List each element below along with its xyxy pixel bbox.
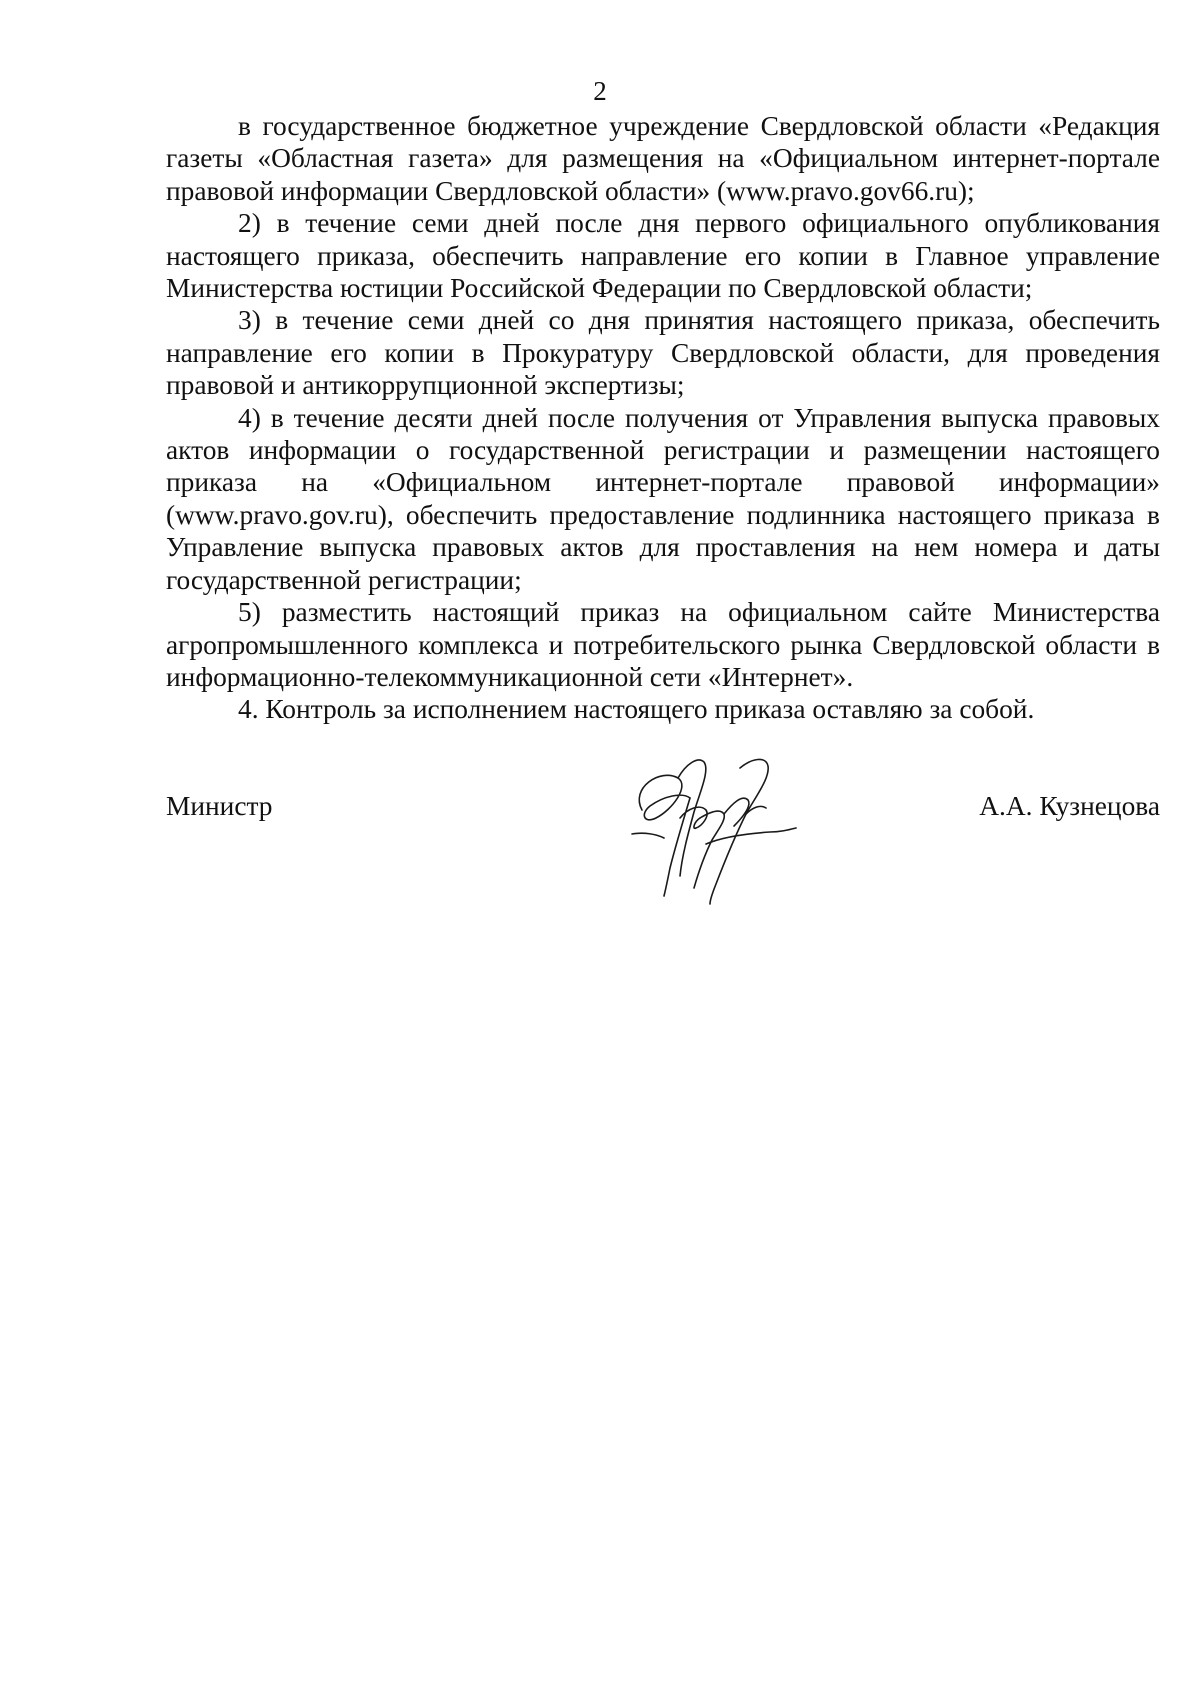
paragraph-item-3: 3) в течение семи дней со дня принятия настоящего приказа, обеспечить направление его копии в Прокуратуру Свердловской области, для проведения правовой и антикоррупционной экспертизы;: [166, 305, 1160, 401]
handwritten-signature-icon: [620, 748, 820, 908]
paragraph-item-5: 5) разместить настоящий приказ на официальном сайте Министерства агропромышленного комплекса и потребительского рынка Свердловской области в информационно-телекоммуникационной сети «Интернет».: [166, 597, 1160, 692]
paragraph-item-4: 4) в течение десяти дней после получения от Управления выпуска правовых актов информации о государственной регистрации и размещении настоящего приказа на «Официальном интернет-портале правовой информации» (www.pravo.gov.ru), обеспечить предоставление подлинника настоящего приказа в Управление выпуска правовых актов для проставления на нем номера и даты государственной регистрации;: [166, 402, 1160, 595]
paragraph-continuation: в государственное бюджетное учреждение Свердловской области «Редакция газеты «Областная газета» для размещения на «Официальном интернет-портале правовой информации Свердловской области» (www.pravo.gov66.ru);: [166, 111, 1160, 206]
signatory-role: Министр: [166, 791, 273, 821]
paragraph-control-clause: 4. Контроль за исполнением настоящего приказа оставляю за собой.: [238, 694, 1035, 725]
document-body: [166, 110, 1160, 726]
signatory-name: А.А. Кузнецова: [979, 791, 1160, 821]
page-number: 2: [593, 76, 607, 106]
paragraph-item-2: 2) в течение семи дней после дня первого официального опубликования настоящего приказа, обеспечить направление его копии в Главное управление Министерства юстиции Российской Федерации по Свердловской области;: [166, 208, 1160, 304]
